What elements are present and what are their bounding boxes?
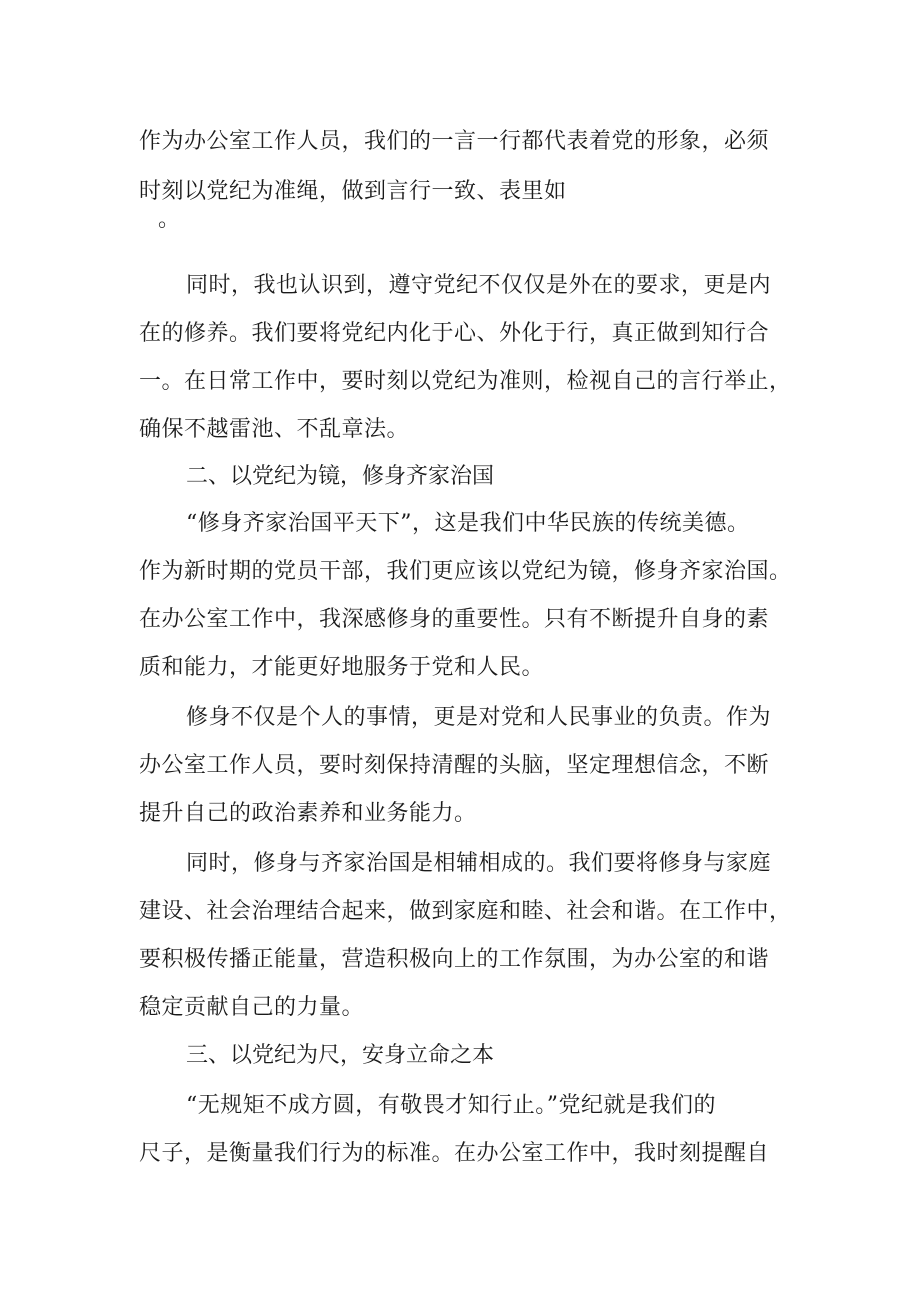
paragraph-3-line-1: “修身齐家治国平天下”，这是我们中华民族的传统美德。 [186, 511, 750, 536]
paragraph-3-line-4: 质和能力，才能更好地服务于党和人民。 [139, 655, 545, 680]
paragraph-1-line-1: 作为办公室工作人员，我们的一言一行都代表着党的形象，必须 [139, 129, 770, 154]
paragraph-5-line-2: 建设、社会治理结合起来，做到家庭和睦、社会和谐。在工作中， [139, 899, 792, 924]
paragraph-4-line-3: 提升自己的政治素养和业务能力。 [139, 801, 477, 826]
paragraph-4-line-1: 修身不仅是个人的事情，更是对党和人民事业的负责。作为 [186, 705, 772, 730]
section-heading-3: 三、以党纪为尺，安身立命之本 [186, 1043, 495, 1068]
paragraph-1-line-2: 时刻以党纪为准绳，做到言行一致、表里如 [139, 179, 567, 204]
paragraph-4-line-2: 办公室工作人员，要时刻保持清醒的头脑，坚定理想信念，不断 [139, 753, 770, 778]
paragraph-5-line-1: 同时，修身与齐家治国是相辅相成的。我们要将修身与家庭 [186, 851, 772, 876]
paragraph-5-line-4: 稳定贡献自己的力量。 [139, 995, 365, 1020]
paragraph-6-line-2: 尺子，是衡量我们行为的标准。在办公室工作中，我时刻提醒自 [139, 1141, 770, 1166]
paragraph-2-line-4: 确保不越雷池、不乱章法。 [139, 417, 410, 442]
paragraph-1-line-3: 。 [158, 207, 181, 232]
paragraph-5-line-3: 要积极传播正能量，营造积极向上的工作氛围，为办公室的和谐 [139, 947, 770, 972]
paragraph-3-line-2: 作为新时期的党员干部，我们更应该以党纪为镜，修身齐家治国。 [139, 559, 792, 584]
paragraph-3-line-3: 在办公室工作中，我深感修身的重要性。只有不断提升自身的素 [139, 607, 770, 632]
paragraph-6-line-1: “无规矩不成方圆，有敬畏才知行止。”党纪就是我们的 [186, 1093, 716, 1118]
section-heading-2: 二、以党纪为镜，修身齐家治国 [186, 464, 495, 489]
paragraph-2-line-3: 一。在日常工作中，要时刻以党纪为准则，检视自己的言行举止， [139, 369, 792, 394]
paragraph-2-line-1: 同时，我也认识到，遵守党纪不仅仅是外在的要求，更是内 [186, 273, 772, 298]
paragraph-2-line-2: 在的修养。我们要将党纪内化于心、外化于行，真正做到知行合 [139, 321, 770, 346]
